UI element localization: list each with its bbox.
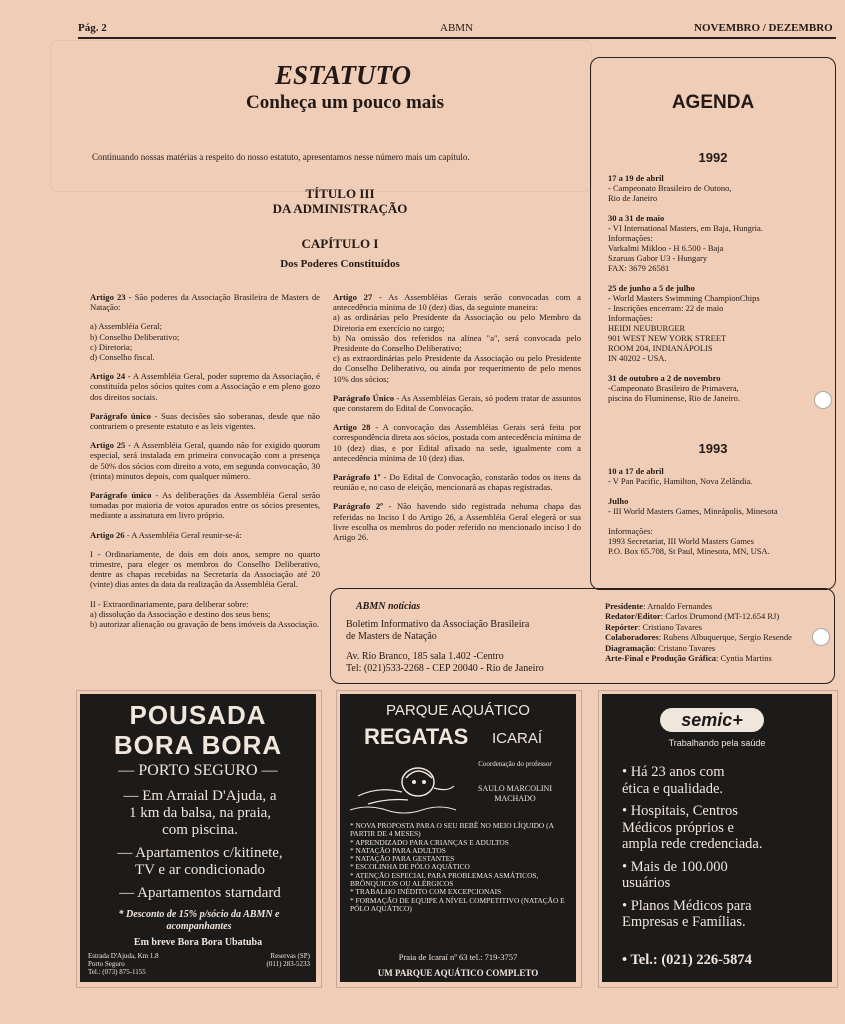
credit-role: Arte-Final e Produção Gráfica [605, 653, 717, 664]
article-intro: Continuando nossas matérias a respeito do nosso estatuto, apresentamos nesse número mais um capítulo. [92, 152, 470, 162]
agenda-event-text: -Campeonato Brasileiro de Primavera, piscina do Fluminense, Rio de Janeiro. [608, 383, 740, 403]
article-paragraph: Artigo 27 - As Assembléias Gerais serão convocadas com a antecedência mínima de 10 (dez) dias, da seguinte maneira: a) as ordinárias pelo Presidente da Associação ou pelo Membro da Diretoria em exercício no cargo; b) Na omissão dos referidos na alinea "a", será convocada pelo Presidente do Conselho Deliberativo; c) as extraordinárias pelo Presidente da Associação ou pelo Presidente do Conselho Deliberativo, ou ainda por requerimento de pelo menos 10% dos sócios; [333, 292, 581, 384]
agenda-event-text: - World Masters Swimming ChampionChips - Inscrições encerram: 22 de maio Informações: HEIDI NEUBURGER 901 WEST NEW YORK STREET ROOM 204, INDIANÁPOLIS IN 40202 - USA. [608, 293, 760, 363]
agenda-events-1992 [608, 173, 830, 413]
semic-feature: • Mais de 100.000 usuários [622, 858, 728, 891]
ad-pousada-features [86, 788, 314, 908]
article-paragraph: Parágrafo Único - As Assembléias Gerais, só podem tratar de assuntos que constarem do Edital de Convocação. [333, 392, 581, 414]
agenda-event [608, 213, 830, 273]
ad-regatas-prof: SAULO MARCOLINI MACHADO [478, 784, 552, 803]
article-paragraph-lead: Artigo 23 [90, 292, 126, 302]
credit-line: Colaboradores: Rubens Albuquerque, Sergio Resende [605, 632, 792, 643]
article-paragraph: Artigo 23 - São poderes da Associação Brasileira de Masters de Natação: [90, 292, 320, 313]
agenda-event [608, 466, 830, 486]
article-paragraph-lead: Parágrafo 1º [333, 472, 381, 483]
ad-pousada-feature: — Apartamentos starndard [119, 885, 281, 901]
issue-date: NOVEMBRO / DEZEMBRO [694, 22, 833, 34]
agenda-event [608, 373, 830, 403]
noticias-line2: de Masters de Natação [346, 631, 437, 642]
credit-line: Presidente: Arnaldo Fernandes [605, 601, 713, 611]
article-paragraph-lead: Artigo 27 [333, 292, 373, 302]
punch-hole [814, 391, 832, 409]
page-number: Pág. 2 [78, 22, 107, 34]
article-paragraph: Parágrafo 2º - Não havendo sido registrada nehuma chapa das referidas no Inciso I do Artigo 26, a Assembléia Geral elegerá or sua livre escolha os membros do poder referido no mencionado inciso I do Artigo 26. [333, 501, 581, 543]
ad-regatas-top: PARQUE AQUÁTICO [386, 702, 530, 719]
agenda-event-date: Julho [608, 496, 629, 506]
credit-line: Redator/Editor: Carlos Drumond (MT-12.654 RJ) [605, 611, 780, 622]
semic-logo: semic+ [660, 708, 764, 732]
article-paragraph-lead: Artigo 26 [90, 529, 125, 540]
article-title: ESTATUTO [274, 60, 412, 90]
article-paragraph: Parágrafo único - Suas decisões são soberanas, desde que não contrariem o presente estatuto e as leis vigentes. [90, 410, 320, 432]
agenda-event-text: - III World Masters Games, Mineápolis, Minesota Informações: 1993 Secretariat, III World Masters Games P.O. Box 65.708, St Paul, Minesota, MN, USA. [608, 506, 778, 556]
ad-pousada-address: Estrada D'Ajuda, Km 1.8 Porto Seguro Tel.: (073) 875-1155 [88, 952, 159, 976]
ad-pousada-feature: — Apartamentos c/kitinete, TV e ar condicionado [117, 845, 283, 878]
credit-line: Arte-Final e Produção Gráfica: Cyntia Martins [605, 653, 772, 664]
agenda-title: AGENDA [671, 92, 755, 113]
ad-pousada-line3: — PORTO SEGURO — [118, 762, 278, 779]
ad-regatas-slogan: UM PARQUE AQUÁTICO COMPLETO [377, 968, 539, 978]
agenda-event [608, 173, 830, 203]
semic-feature: • Hospitais, Centros Médicos próprios e ampla rede credenciada. [622, 803, 763, 852]
staff-credits [605, 601, 837, 663]
ad-pousada-soon: Em breve Bora Bora Ubatuba [133, 937, 263, 948]
article-paragraph-lead: Artigo 28 [333, 422, 371, 433]
article-paragraph: a) Assembléia Geral; b) Conselho Deliberativo; c) Diretoria; d) Conselho fiscal. [90, 321, 180, 363]
ad-pousada-line1: POUSADA [129, 700, 267, 730]
agenda-event-date: 31 de outubro a 2 de novembro [608, 373, 721, 383]
credit-line: Diagramação: Cristano Tavares [605, 642, 716, 653]
agenda-event-text: - V Pan Pacific, Hamilton, Nova Zelândia. [608, 476, 753, 486]
credit-role: Diagramação [605, 642, 654, 653]
ad-regatas-place: ICARAÍ [492, 730, 543, 747]
noticias-address: Av. Rio Branco, 185 sala 1.402 -Centro [346, 651, 504, 662]
noticias-phone: Tel: (021)533-2268 - CEP 20040 - Rio de Janeiro [346, 663, 544, 674]
article-paragraph: Artigo 24 - A Assembléia Geral, poder supremo da Associação, é constituída pelos sócios quites com a Associação e em pleno gozo dos direitos sociais. [90, 371, 320, 402]
ad-pousada-reservas: Reservas (SP) (011) 283-5233 [266, 952, 310, 968]
capitulo-heading: CAPÍTULO I [301, 236, 379, 251]
ad-pousada-line2: BORA BORA [113, 730, 283, 760]
ad-regatas [340, 694, 576, 982]
article-paragraph: II - Extraordinariamente, para deliberar sobre: a) dissolução da Associação e destino dos seus bens; b) autorizar alienação ou gravação de bens imóveis da Associação. [90, 598, 320, 630]
agenda-event [608, 496, 830, 556]
swimmer-illustration [348, 756, 458, 816]
article-paragraph: I - Ordinariamente, de dois em dois anos, sempre no quarto trimestre, para eleger os membros do Conselho Deliberativo, dentre as chapas recebidas na Secretaria da Associação até 20 (vinte) dias antes da data da realização da Assembléia Geral. [90, 548, 320, 590]
semic-slogan: Trabalhando pela saúde [668, 738, 766, 748]
article-paragraph: Artigo 26 - A Assembléia Geral reunir-se-á: [90, 529, 242, 540]
noticias-line1: Boletim Informativo da Associação Brasileira [346, 619, 530, 630]
semic-phone: • Tel.: (021) 226-5874 [622, 952, 752, 968]
ad-regatas-services: * NOVA PROPOSTA PARA O SEU BEBÊ NO MEIO LÍQUIDO (A PARTIR DE 4 MESES) * APRENDIZADO PARA CRIANÇAS E ADULTOS * NATAÇÃO PARA ADULTOS * NATAÇÃO PARA GESTANTES * ESCOLINHA DE PÓLO AQUÁTICO * ATENÇÃO ESPECIAL PARA PROBLEMAS ASMÁTICOS, BRÔNQUICOS OU ALÉRGICOS * TRABALHO INÉDITO COM EXCEPCIONAIS * FORMAÇÃO DE EQUIPE A NÍVEL COMPETITIVO (NATAÇÃO E PÓLO AQUÁTICO) [350, 821, 565, 913]
agenda-event-text: - VI International Masters, em Baja, Hungria. Informações: Varkalmi Mikloo - H 6.500 - Baja Szaruas Gabor U3 - Hungary FAX: 3679 26581 [608, 223, 763, 273]
agenda-events-1993 [608, 466, 830, 566]
article-paragraph-lead: Parágrafo Único [333, 392, 395, 403]
ad-pousada [80, 694, 316, 982]
agenda-event-date: 17 a 19 de abril [608, 173, 664, 183]
agenda-event-date: 25 de junho a 5 de julho [608, 283, 695, 293]
capitulo-subheading: Dos Poderes Constituídos [280, 258, 400, 270]
ad-semic [602, 694, 832, 982]
ad-regatas-name: REGATAS [364, 724, 469, 749]
credit-role: Colaboradores [605, 632, 659, 643]
agenda-event-date: 10 a 17 de abril [608, 466, 664, 476]
header-rule [78, 37, 836, 39]
ad-pousada-feature: — Em Arraial D'Ajuda, a 1 km da balsa, na praia, com piscina. [123, 788, 277, 838]
agenda-event-date: 30 a 31 de maio [608, 213, 665, 223]
article-column-right [333, 292, 581, 588]
credit-role: Presidente [605, 601, 644, 611]
article-paragraph-lead: Parágrafo único [90, 410, 151, 421]
semic-features [622, 764, 828, 937]
article-paragraph-lead: Parágrafo 2º [333, 501, 383, 512]
article-paragraph-lead: Artigo 25 [90, 440, 126, 451]
article-paragraph: Parágrafo 1º - Do Edital de Convocação, constarão todos os itens da reunião e, no caso de eleição, mencionará as chapas registradas. [333, 472, 581, 493]
agenda-year-1993: 1993 [698, 441, 728, 456]
article-paragraph-lead: Parágrafo único [90, 490, 152, 501]
noticias-title: ABMN notícias [356, 601, 421, 612]
credit-line: Repórter: Cristiano Tavares [605, 621, 702, 632]
agenda-event [608, 283, 830, 363]
newsletter-name: ABMN [440, 22, 474, 34]
ad-regatas-address: Praia de Icaraí nº 63 tel.: 719-3757 [398, 952, 518, 962]
credit-role: Redator/Editor [605, 611, 661, 622]
agenda-year-1992: 1992 [698, 150, 728, 165]
ad-regatas-coord: Coordenação do professor [478, 760, 552, 768]
credit-role: Repórter [605, 621, 639, 632]
article-paragraph: Artigo 25 - A Assembléia Geral, quando não for exigido quorum especial, será instalada em primeira convocação com a presença de 50% dos sócios com direito a voto, em segunda convocação, 30 (trinta) minutos depois, com qualquer número. [90, 440, 320, 481]
article-paragraph-lead: Artigo 24 [90, 371, 126, 382]
titulo-line2: DA ADMINISTRAÇÃO [272, 201, 408, 216]
article-paragraph: Artigo 28 - A convocação das Assembléias Gerais será feita por correspondência direta aos sócios, postada com antecedência mínima de 10 (dez) dias, e por Edital afixado na sede, igualmente com a antecedência mínima de 10 (dez) dias. [333, 422, 581, 463]
semic-feature: • Há 23 anos com ética e qualidade. [622, 764, 725, 797]
article-paragraph: Parágrafo único - As deliberações da Assembléia Geral serão tomadas por maioria de votos apurados entre os sócios presentes, mediante a assinatura em livro próprio. [90, 490, 320, 521]
article-subtitle: Conheça um pouco mais [246, 92, 444, 113]
titulo-line1: TÍTULO III [305, 186, 375, 201]
article-column-left [90, 292, 320, 678]
ad-pousada-discount: * Desconto de 15% p/sócio da ABMN e acompanhantes [118, 909, 280, 932]
agenda-event-text: - Campeonato Brasileiro de Outono, Rio de Janeiro [608, 183, 732, 203]
semic-feature: • Planos Médicos para Empresas e Famílias. [622, 897, 752, 930]
